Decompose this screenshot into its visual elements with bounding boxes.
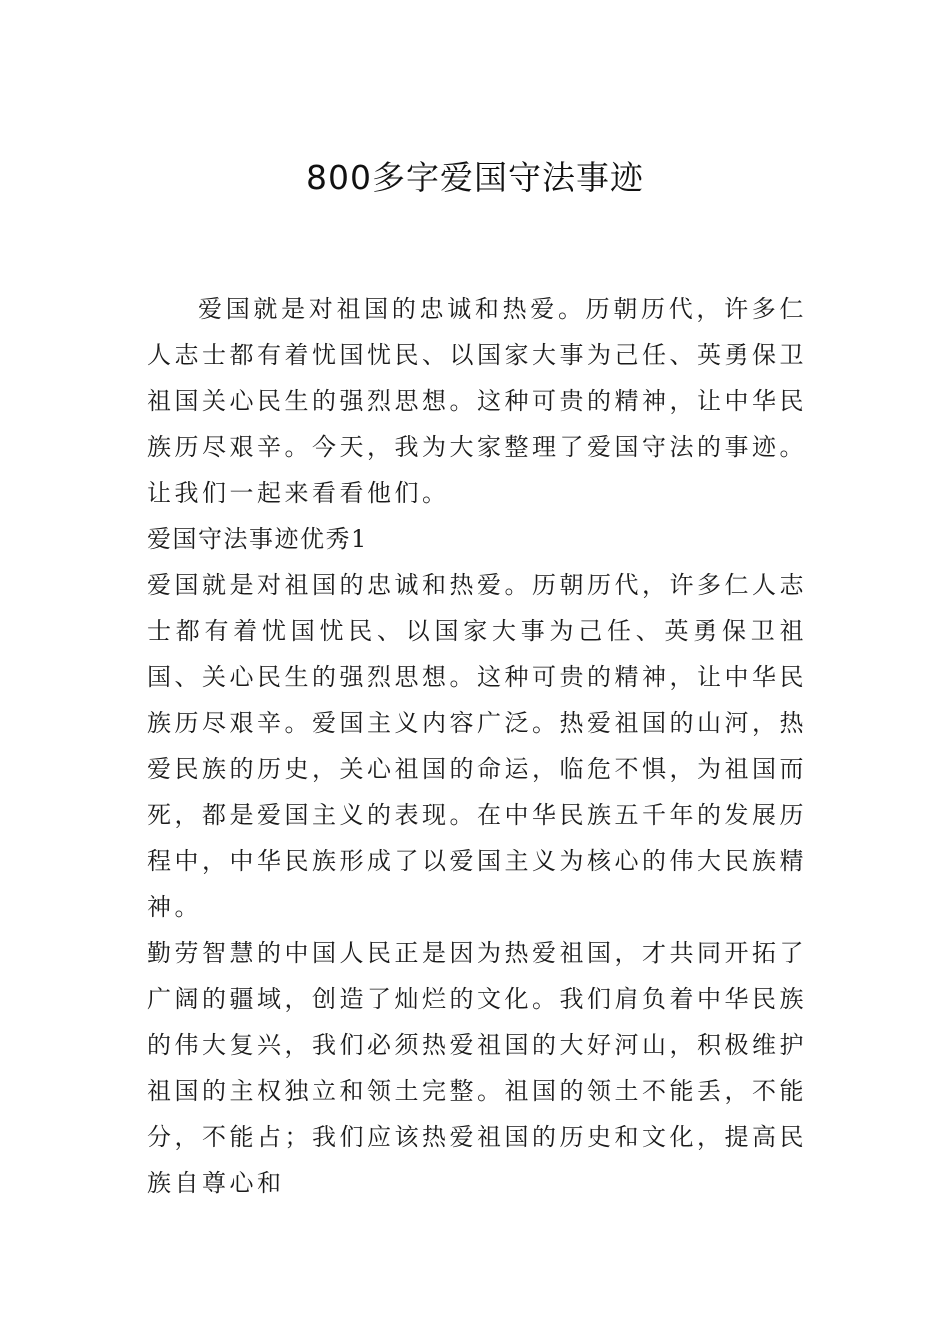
intro-paragraph: 爱国就是对祖国的忠诚和热爱。历朝历代，许多仁人志士都有着忧国忧民、以国家大事为己任、英勇保卫祖国关心民生的强烈思想。这种可贵的精神，让中华民族历尽艰辛。今天，我为大家整理了爱国守法的事迹。让我们一起来看看他们。	[147, 295, 807, 507]
section-heading: 爱国守法事迹优秀1	[147, 525, 368, 553]
document-body	[147, 286, 807, 1206]
document-title: 800多字爱国守法事迹	[306, 158, 644, 197]
body-paragraph-1: 爱国就是对祖国的忠诚和热爱。历朝历代，许多仁人志士都有着忧国忧民、以国家大事为己任、英勇保卫祖国、关心民生的强烈思想。这种可贵的精神，让中华民族历尽艰辛。爱国主义内容广泛。热爱祖国的山河，热爱民族的历史，关心祖国的命运，临危不惧，为祖国而死，都是爱国主义的表现。在中华民族五千年的发展历程中，中华民族形成了以爱国主义为核心的伟大民族精神。	[147, 571, 807, 921]
body-paragraph-2: 勤劳智慧的中国人民正是因为热爱祖国，才共同开拓了广阔的疆域，创造了灿烂的文化。我们肩负着中华民族的伟大复兴，我们必须热爱祖国的大好河山，积极维护祖国的主权独立和领土完整。祖国的领土不能丢，不能分，不能占；我们应该热爱祖国的历史和文化，提高民族自尊心和	[147, 939, 807, 1197]
